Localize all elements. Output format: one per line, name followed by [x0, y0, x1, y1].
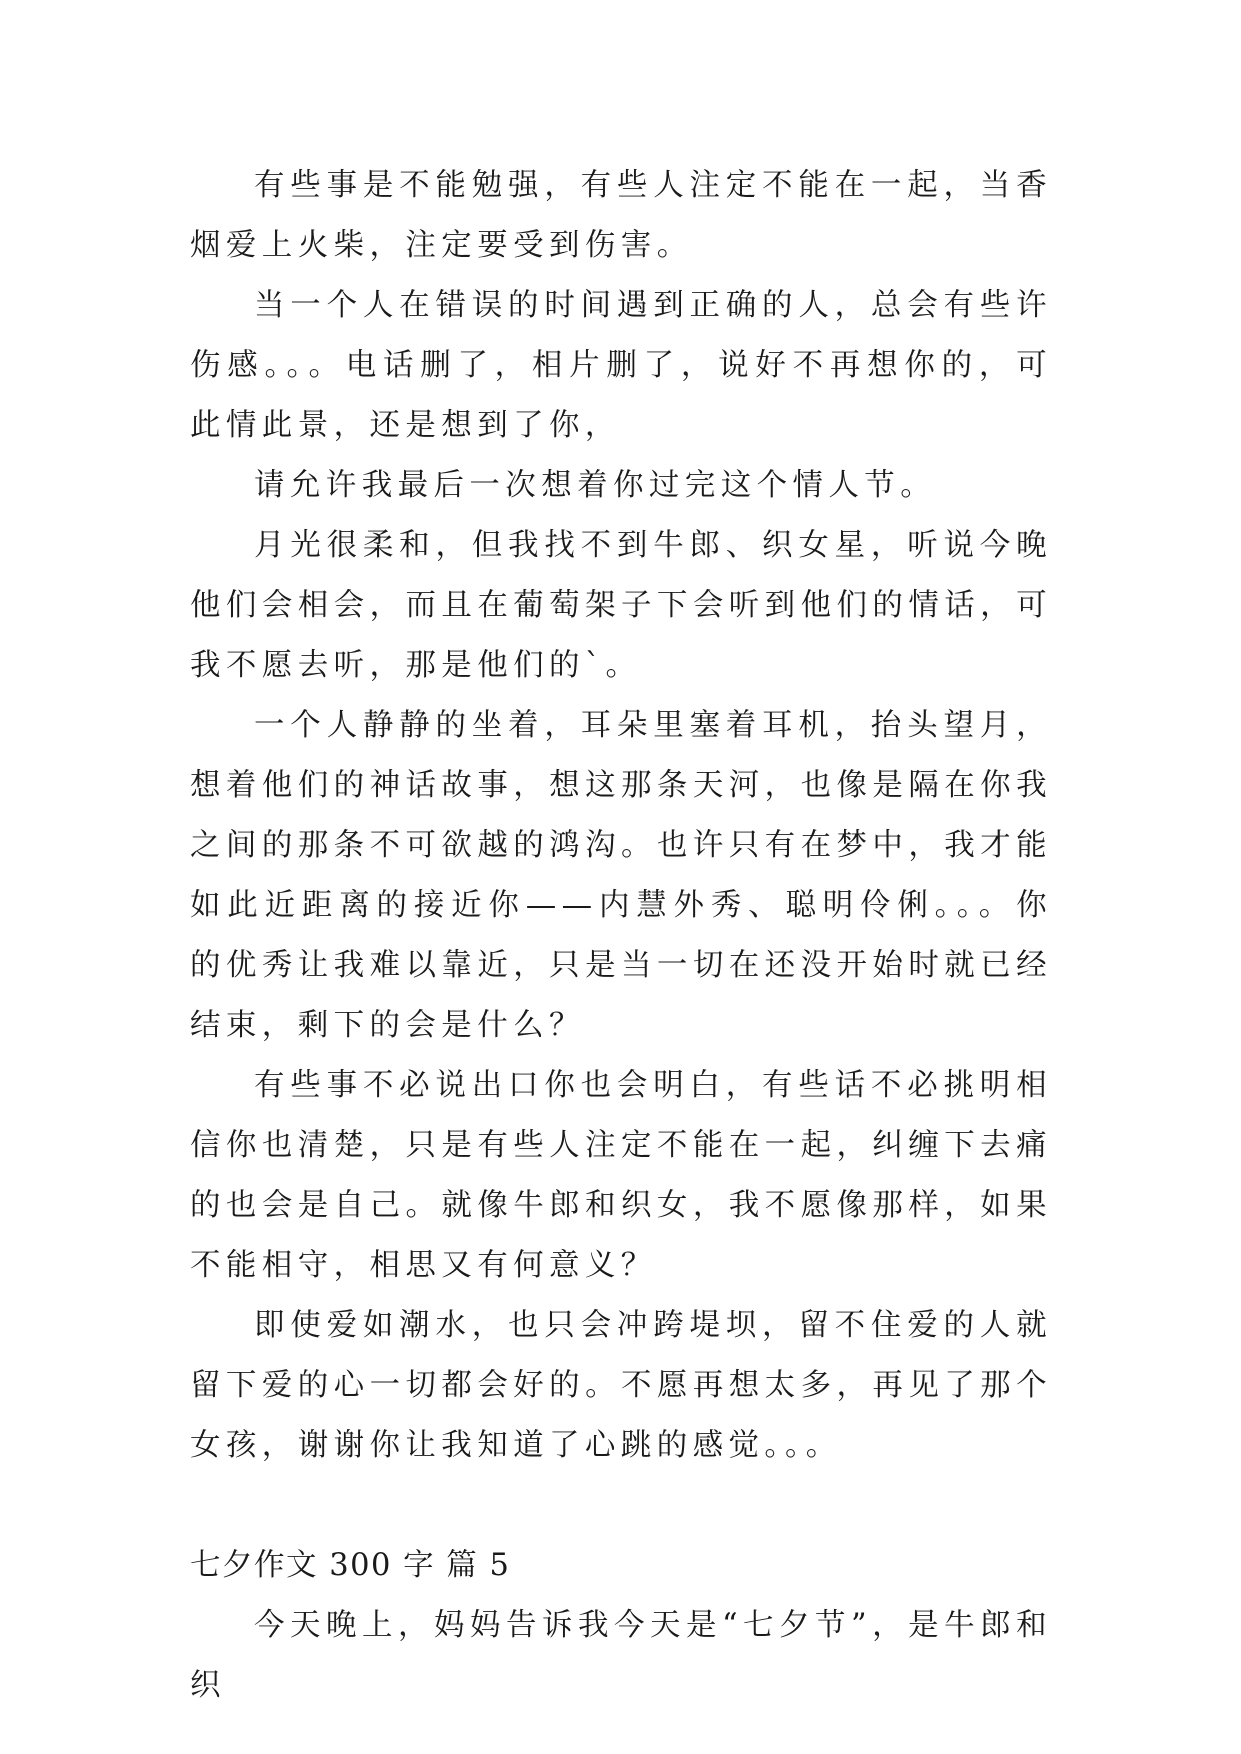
paragraph: 月光很柔和，但我找不到牛郎、织女星，听说今晚他们会相会，而且在葡萄架子下会听到他们的情话，可我不愿去听，那是他们的`。: [190, 528, 1052, 683]
document-page: [190, 156, 1052, 1716]
paragraph: 即使爱如潮水，也只会冲跨堤坝，留不住爱的人就留下爱的心一切都会好的。不愿再想太多，再见了那个女孩，谢谢你让我知道了心跳的感觉。。。: [190, 1308, 1052, 1463]
paragraph: 有些事是不能勉强，有些人注定不能在一起，当香烟爱上火柴，注定要受到伤害。: [190, 168, 1052, 263]
paragraph: 请允许我最后一次想着你过完这个情人节。: [254, 468, 937, 503]
paragraph: 有些事不必说出口你也会明白，有些话不必挑明相信你也清楚，只是有些人注定不能在一起，纠缠下去痛的也会是自己。就像牛郎和织女，我不愿像那样，如果不能相守，相思又有何意义？: [190, 1068, 1052, 1283]
section-heading: 七夕作文 300 字 篇 5: [190, 1548, 511, 1583]
paragraph: 当一个人在错误的时间遇到正确的人，总会有些许伤感。。。电话删了，相片删了，说好不再想你的，可此情此景，还是想到了你，: [190, 288, 1052, 443]
section-first-paragraph: 今天晚上，妈妈告诉我今天是“七夕节”，是牛郎和织: [190, 1608, 1052, 1703]
paragraph: 一个人静静的坐着，耳朵里塞着耳机，抬头望月，想着他们的神话故事，想这那条天河，也像是隔在你我之间的那条不可欲越的鸿沟。也许只有在梦中，我才能如此近距离的接近你——内慧外秀、聪明伶俐。。。你的优秀让我难以靠近，只是当一切在还没开始时就已经结束，剩下的会是什么？: [190, 708, 1052, 1043]
